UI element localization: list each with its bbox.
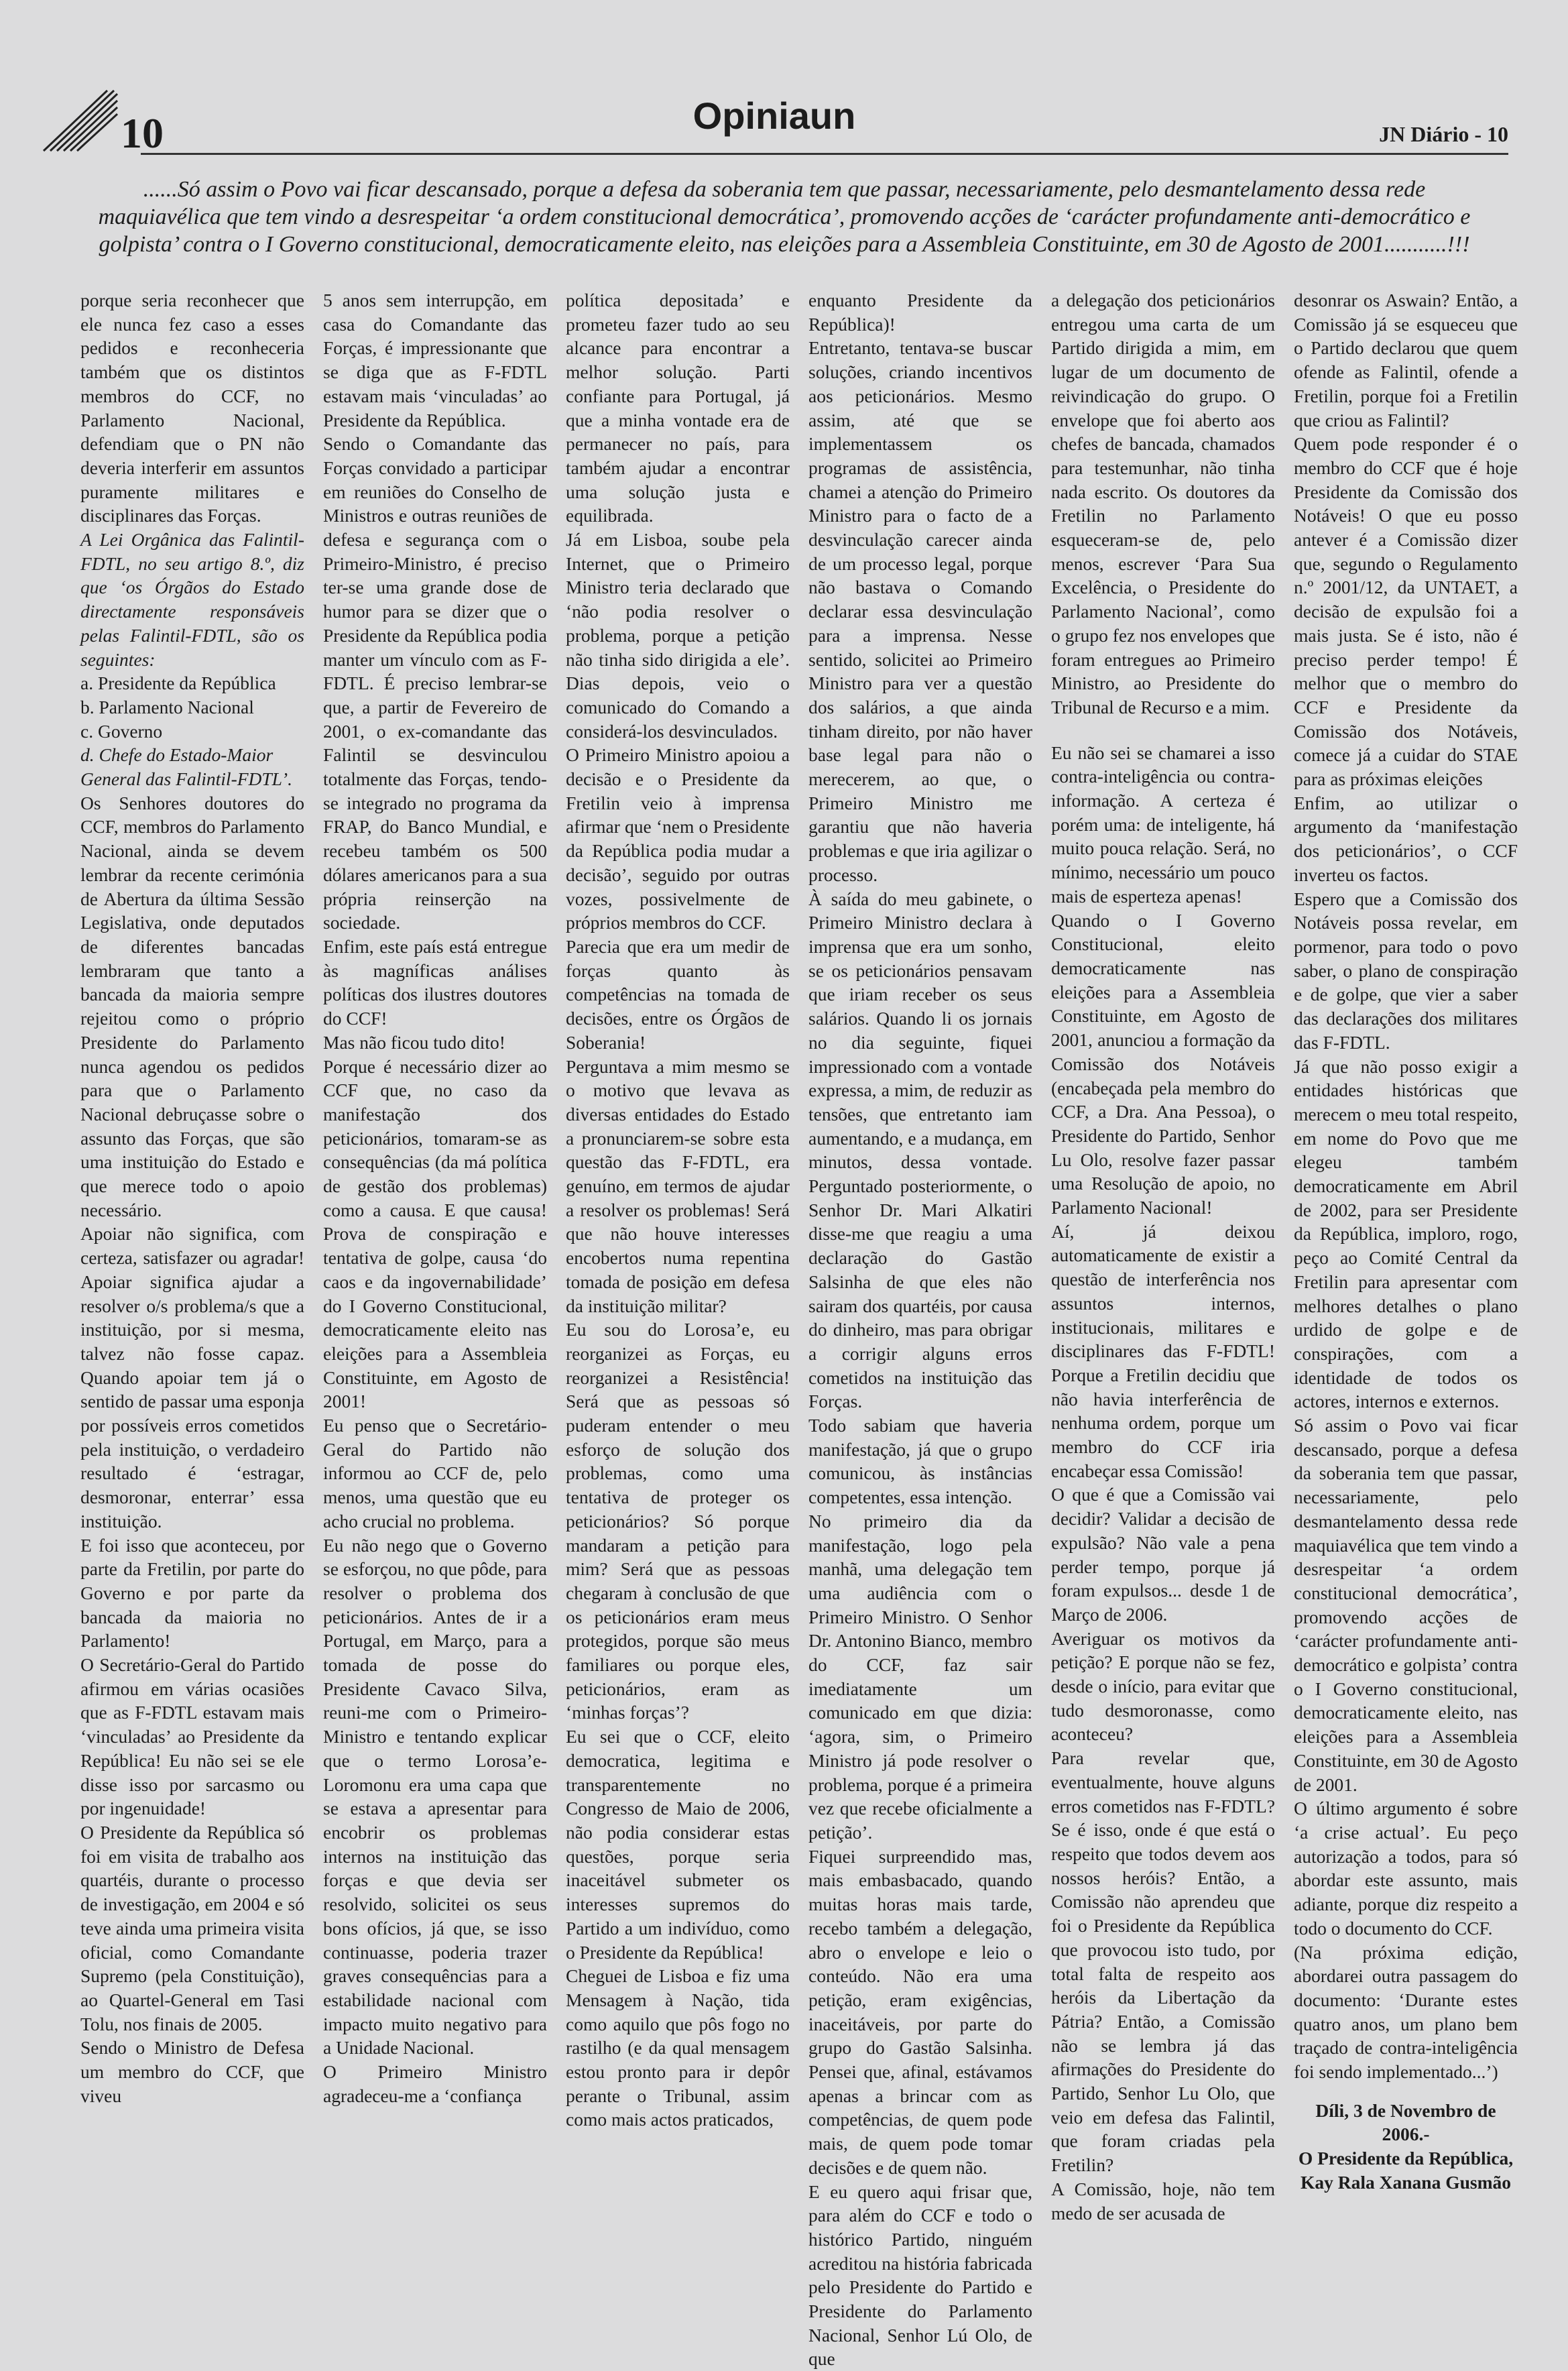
paragraph: A Comissão, hoje, não tem medo de ser acusada de <box>1051 2178 1275 2223</box>
paragraph: Para revelar que, eventualmente, houve alguns erros cometidos nas F-FDTL? Se é isso, onde é que está o respeito que todos devem aos nossos heróis? Então, a Comissão não aprendeu que foi o Presidente da República que provocou isto tudo, por total falta de respeito aos heróis da Libertação da Pátria? Então, a Comissão não se lembra já das afirmações do Presidente do Partido, Senhor Lu Olo, que veio em defesa das Falintil, que foram criadas pela Fretilin? <box>1051 1747 1275 2176</box>
paragraph: 5 anos sem interrupção, em casa do Comandante das Forças, é impressionante que se diga que as F-FDTL estavam mais ‘vinculadas’ ao Presidente da República. <box>323 290 547 430</box>
signature-name: Kay Rala Xanana Gusmão <box>1300 2171 1511 2193</box>
paragraph: Enfim, ao utilizar o argumento da ‘manifestação dos peticionários’, o CCF inverteu os factos. <box>1294 792 1518 885</box>
paragraph: Sendo o Comandante das Forças convidado a participar em reuniões do Conselho de Ministros e outras reuniões de defesa e segurança com o Primeiro-Ministro, é preciso ter-se uma grande dose de humor para se dizer que o Presidente da República podia manter um vínculo com as F-FDTL. É preciso lembrar-se que, a partir de Fevereiro de 2001, o ex-comandante das Falintil se desvinculou totalmente das Forças, tendo-se integrado no programa da FRAP, do Banco Mundial, e recebeu também os 500 dólares americanos para a sua própria reinserção na sociedade. <box>323 433 547 933</box>
paragraph: Enfim, este país está entregue às magníficas análises políticas dos ilustres doutores do CCF! <box>323 935 547 1029</box>
publication-name: JN Diário - 10 <box>1379 122 1508 146</box>
paragraph: Eu sei que o CCF, eleito democratica, legitima e transparentemente no Congresso de Maio de 2006, não podia considerar estas questões, porque seria inaceitável submeter os interesses supremos do Partido a um indivíduo, como o Presidente da República! <box>566 1726 790 1963</box>
column-3 <box>566 288 790 2152</box>
column-4 <box>808 288 1032 2370</box>
paragraph: Já em Lisboa, soube pela Internet, que o Primeiro Ministro teria declarado que ‘não podia resolver o problema, porque a petição não tinha sido dirigida a ele’. Dias depois, veio o comunicado do Comando a considerá-los desvinculados. <box>566 529 790 742</box>
column-1 <box>80 288 304 2152</box>
list-item: c. Governo <box>80 720 163 742</box>
paragraph: Eu sou do Lorosa’e, eu reorganizei as Forças, eu reorganizei a Resistência! Será que as pessoas só puderam entender o meu esforço de solução dos problemas, como uma tentativa de proteger os peticionários? Só porque mandaram a petição para mim? Será que as pessoas chegaram à conclusão de que os peticionários eram meus protegidos, porque são meus familiares ou porque eles, peticionários, eram as ‘minhas forças’? <box>566 1319 790 1723</box>
paragraph: O Primeiro Ministro apoiou a decisão e o Presidente da Fretilin veio à imprensa afirmar que ‘nem o Presidente da República podia mudar a decisão’, seguido por outras vozes, possivelmente de próprios membros do CCF. <box>566 744 790 933</box>
signature-block <box>1294 2099 1518 2195</box>
paragraph: enquanto Presidente da República)! <box>808 290 1032 335</box>
paragraph: Os Senhores doutores do CCF, membros do Parlamento Nacional, ainda se devem lembrar da recente cerimónia de Abertura da última Sessão Legislativa, onde deputados de diferentes bancadas lembraram que tanto a bancada da maioria sempre rejeitou como o próprio Presidente do Parlamento nunca agendou os pedidos para que o Parlamento Nacional debruçasse sobre o assunto das Forças, que são uma instituição do Estado e que merece todo o apoio necessário. <box>80 792 304 1220</box>
paragraph: E foi isso que aconteceu, por parte da Fretilin, por parte do Governo e por parte da bancada da maioria no Parlamento! <box>80 1534 304 1652</box>
paragraph: Fiquei surpreendido mas, mais embasbacado, quando muitas horas mais tarde, recebo também a delegação, abro o envelope e leio o conteúdo. Não era uma petição, eram exigências, inaceitáveis, por parte do grupo do Gastão Salsinha. Pensei que, afinal, estávamos apenas a brincar com as competências, de quem pode mais, de quem pode tomar decisões e de quem não. <box>808 1845 1032 2178</box>
column-2 <box>323 288 547 2152</box>
list-item: d. Chefe do Estado-Maior General das Falintil-FDTL’. <box>80 744 292 790</box>
paragraph: Mas não ficou tudo dito! <box>323 1031 505 1053</box>
paragraph: O Presidente da República só foi em visita de trabalho aos quartéis, durante o processo de investigação, em 2004 e só teve ainda uma primeira visita oficial, como Comandante Supremo (pela Constituição), ao Quartel-General em Tasi Tolu, nos finais de 2005. <box>80 1822 304 2034</box>
article-body <box>80 288 1518 2370</box>
paragraph: Entretanto, tentava-se buscar soluções, criando incentivos aos peticionários. Mesmo assim, até que se implementassem os programas de assistência, chamei a atenção do Primeiro Ministro para o facto de a desvinculação carecer ainda de um processo legal, porque não bastava o Comando declarar essa desvinculação para a imprensa. Nesse sentido, solicitei ao Primeiro Ministro para ver a questão dos salários, a que ainda tinham direito, por não haver base legal para não o merecerem, ao que, o Primeiro Ministro me garantiu que não haveria problemas e que iria agilizar o processo. <box>808 337 1032 885</box>
paragraph: a delegação dos peticionários entregou uma carta de um Partido dirigida a mim, em lugar de um documento de reivindicação do grupo. O envelope que foi aberto aos chefes de bancada, chamados para testemunhar, não tinha nada escrito. Os doutores da Fretilin no Parlamento esqueceram-se de, pelo menos, escrever ‘Para Sua Excelência, o Presidente do Parlamento Nacional’, como o grupo fez nos envelopes que foram entregues ao Primeiro Ministro, ao Presidente do Tribunal de Recurso e a mim. <box>1051 290 1275 717</box>
page-number: 10 <box>121 109 164 157</box>
list-item: a. Presidente da República <box>80 673 276 694</box>
list-item: b. Parlamento Nacional <box>80 696 254 717</box>
paragraph: No primeiro dia da manifestação, logo pela manhã, uma delegação tem uma audiência com o Primeiro Ministro. O Senhor Dr. Antonino Bianco, membro do CCF, faz sair imediatamente um comunicado em que dizia: ‘agora, sim, o Primeiro Ministro já pode resolver o problema, porque é a primeira vez que recebe oficialmente a petição’. <box>808 1510 1032 1843</box>
paragraph: política depositada’ e prometeu fazer tudo ao seu alcance para encontrar a melhor solução. Parti confiante para Portugal, já que a minha vontade era de permanecer no país, para também ajudar a encontrar uma solução justa e equilibrada. <box>566 290 790 526</box>
paragraph: Quem pode responder é o membro do CCF que é hoje Presidente da Comissão dos Notáveis! O que eu posso antever é a Comissão dizer que, segundo o Regulamento n.º 2001/12, da UNTAET, a decisão de expulsão foi a mais justa. Se é isto, não é preciso perder tempo! É melhor que o membro do CCF e Presidente da Comissão dos Notáveis, comece já a cuidar do STAE para as próximas eleições <box>1294 433 1518 790</box>
paragraph: Eu não nego que o Governo se esforçou, no que pôde, para resolver o problema dos peticionários. Antes de ir a Portugal, em Março, para a tomada de posse do Presidente Cavaco Silva, reuni-me com o Primeiro-Ministro e tentando explicar que o termo Lorosa’e-Loromonu era uma capa que se estava a apresentar para encobrir os problemas internos na instituição das forças e que devia ser resolvido, solicitei os seus bons ofícios, já que, se isso continuasse, poderia trazer graves consequências para a estabilidade nacional com impacto muito negativo para a Unidade Nacional. <box>323 1534 547 2059</box>
paragraph: E eu quero aqui frisar que, para além do CCF e todo o histórico Partido, ninguém acreditou na história fabricada pelo Presidente do Partido e Presidente do Parlamento Nacional, Senhor Lú Olo, de que <box>808 2181 1032 2370</box>
paragraph: Só assim o Povo vai ficar descansado, porque a defesa da soberania tem que passar, necessariamente, pelo desmantelamento dessa rede maquiavélica que tem vindo a desrespeitar ‘a ordem constitucional democrática’, promovendo acções de ‘carácter profundamente anti-democrático e golpista’ contra o I Governo constitucional, democraticamente eleito, nas eleições para a Assembleia Constituinte, em 30 de Agosto de 2001. <box>1294 1415 1518 1795</box>
signature-title: O Presidente da República, <box>1298 2148 1514 2169</box>
lead-quote: ......Só assim o Povo vai ficar descansado, porque a defesa da soberania tem que passar, necessariamente, pelo desmantelamento dessa rede maquiavélica que tem vindo a desrespeitar ‘a ordem constitucional democrática’, promovendo acções de ‘carácter profundamente anti-democrático e golpista’ contra o I Governo constitucional, democraticamente eleito, nas eleições para a Assembleia Constituinte, em 30 de Agosto de 2001...........!!! <box>98 177 1471 257</box>
paragraph: Já que não posso exigir a entidades históricas que merecem o meu total respeito, em nome do Povo que me elegeu também democraticamente em Abril de 2002, para ser Presidente da República, imploro, rogo, peço ao Comité Central da Fretilin para apresentar com melhores detalhes o plano urdido de golpe e de conspirações, com a identidade de todos os actores, internos e externos. <box>1294 1055 1518 1412</box>
paragraph: Perguntava a mim mesmo se o motivo que levava as diversas entidades do Estado a pronunciarem-se sobre esta questão das F-FDTL, era genuíno, em termos de ajudar a resolver os problemas! Será que não houve interesses encobertos numa repentina tomada de posição em defesa da instituição militar? <box>566 1055 790 1316</box>
paragraph: O Primeiro Ministro agradeceu-me a ‘confiança <box>323 2061 547 2106</box>
paragraph: porque seria reconhecer que ele nunca fez caso a esses pedidos e reconheceria também que os distintos membros do CCF, no Parlamento Nacional, defendiam que o PN não deveria interferir em assuntos puramente militares e disciplinares das Forças. <box>80 290 304 526</box>
header-rule <box>141 153 1508 155</box>
paragraph: O último argumento é sobre ‘a crise actual’. Eu peço autorização a todos, para só abordar este assunto, mais adiante, porque diz respeito a todo o documento do CCF. <box>1294 1798 1518 1939</box>
paragraph: Porque é necessário dizer ao CCF que, no caso da manifestação dos peticionários, tomaram-se as consequências (da má política de gestão dos problemas) como a causa. E que causa! Prova de conspiração e tentativa de golpe, causa ‘do caos e da ingovernabilidade’ do I Governo Constitucional, democraticamente eleito nas eleições para a Assembleia Constituinte, em Agosto de 2001! <box>323 1055 547 1412</box>
paragraph: A Lei Orgânica das Falintil-FDTL, no seu artigo 8.º, diz que ‘os Órgãos do Estado directamente responsáveis pelas Falintil-FDTL, são os seguintes: <box>80 529 304 670</box>
paragraph: O Secretário-Geral do Partido afirmou em várias ocasiões que as F-FDTL estavam mais ‘vinculadas’ ao Presidente da República! Eu não sei se ele disse isso por sarcasmo ou por ingenuidade! <box>80 1654 304 1819</box>
paragraph: Espero que a Comissão dos Notáveis possa revelar, em pormenor, para todo o povo saber, o plano de conspiração e de golpe, que vier a saber das declarações dos militares das F-FDTL. <box>1294 888 1518 1053</box>
paragraph: Apoiar não significa, com certeza, satisfazer ou agradar! Apoiar significa ajudar a resolver o/s problema/s que a instituição, por si mesma, talvez não fosse capaz. Quando apoiar tem já o sentido de passar uma esponja por possíveis erros cometidos pela instituição, o verdadeiro resultado é ‘estragar, desmoronar, enterrar’ essa instituição. <box>80 1223 304 1531</box>
page-header <box>40 80 1508 157</box>
column-6 <box>1294 288 1518 2193</box>
paragraph: Eu penso que o Secretário-Geral do Partido não informou ao CCF de, pelo menos, uma questão que eu acho crucial no problema. <box>323 1415 547 1531</box>
paragraph: O que é que a Comissão vai decidir? Validar a decisão de expulsão? Não vale a pena perder tempo, porque já foram expulsos... desde 1 de Março de 2006. <box>1051 1484 1275 1625</box>
paragraph: Cheguei de Lisboa e fiz uma Mensagem à Nação, tida como aquilo que pôs fogo no rastilho (e da qual mensagem estou pronto para ir depôr perante o Tribunal, assim como mais actos praticados, <box>566 1965 790 2130</box>
paragraph: Aí, já deixou automaticamente de existir a questão de interferência nos assuntos internos, institucionais, militares e disciplinares das F-FDTL! Porque a Fretilin decidiu que não havia interferência de nenhuma ordem, porque um membro do CCF iria encabeçar essa Comissão! <box>1051 1220 1275 1481</box>
paragraph: Parecia que era um medir de forças quanto às competências na tomada de decisões, entre os Órgãos de Soberania! <box>566 935 790 1053</box>
paragraph: Sendo o Ministro de Defesa um membro do CCF, que viveu <box>80 2037 304 2106</box>
paragraph: desonrar os Aswain? Então, a Comissão já se esqueceu que o Partido declarou que quem ofende as Falintil, ofende a Fretilin, porque foi a Fretilin que criou as Falintil? <box>1294 290 1518 430</box>
signature-place-date: Díli, 3 de Novembro de 2006.- <box>1315 2099 1496 2145</box>
section-title: Opiniaun <box>692 95 856 137</box>
column-5 <box>1051 288 1275 2223</box>
paragraph: À saída do meu gabinete, o Primeiro Ministro declara à imprensa que era um sonho, se os peticionários pensavam que iriam receber os seus salários. Quando li os jornais no dia seguinte, fiquei impressionado com a vontade expressa, a mim, de reduzir as tensões, que entretanto iam aumentando, e a mudança, em minutos, dessa vontade. Perguntado posteriormente, o Senhor Dr. Mari Alkatiri disse-me que reagiu a uma declaração do Gastão Salsinha de que eles não sairam dos quartéis, por causa do dinheiro, mas para obrigar a corrigir alguns erros cometidos na instituição das Forças. <box>808 888 1032 1412</box>
paragraph: (Na próxima edição, abordarei outra passagem do documento: ‘Durante estes quatro anos, um plano bem traçado de contra-inteligência foi sendo implementado...’) <box>1294 1941 1518 2083</box>
paragraph: Quando o I Governo Constitucional, eleito democraticamente nas eleições para a Assembleia Constituinte, em Agosto de 2001, anunciou a formação da Comissão dos Notáveis (encabeçada pela membro do CCF, a Dra. Ana Pessoa), o Presidente do Partido, Senhor Lu Olo, resolve fazer passar uma Resolução de apoio, no Parlamento Nacional! <box>1051 909 1275 1218</box>
paragraph: Averiguar os motivos da petição? E porque não se fez, desde o início, para evitar que tudo desmoronasse, como aconteceu? <box>1051 1627 1275 1745</box>
paragraph: Todo sabiam que haveria manifestação, já que o grupo comunicou, às instâncias competentes, essa intenção. <box>808 1415 1032 1508</box>
paragraph: Eu não sei se chamarei a isso contra-inteligência ou contra-informação. A certeza é porém uma: de inteligente, há muito pouca relação. Será, no mínimo, necessário um pouco mais de esperteza apenas! <box>1051 742 1275 907</box>
